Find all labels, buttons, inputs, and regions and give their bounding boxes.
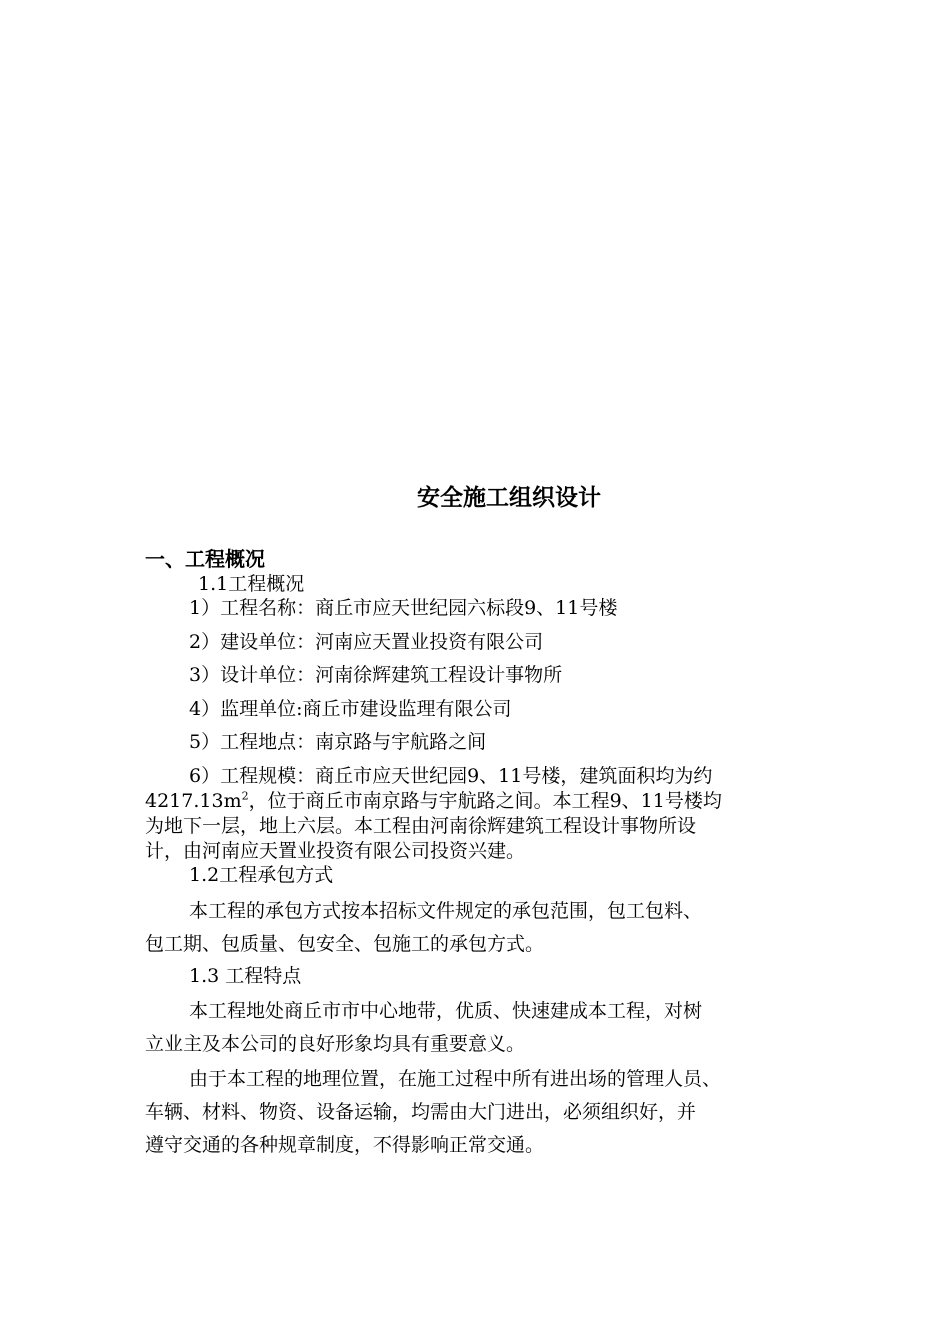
scale-line-2-rest: ，位于商丘市南京路与宇航路之间。本工程9、11号楼均 <box>248 790 722 812</box>
project-item-builder: 2）建设单位：河南应天置业投资有限公司 <box>189 631 544 653</box>
subsection-heading-1-1: 1.1工程概况 <box>198 573 305 595</box>
features-p2-line-3: 遵守交通的各种规章制度，不得影响正常交通。 <box>145 1134 545 1156</box>
project-item-supervisor: 4）监理单位:商丘市建设监理有限公司 <box>189 698 512 720</box>
project-scale-paragraph <box>145 764 815 864</box>
scale-area-superscript: 2 <box>241 789 249 803</box>
features-paragraph-2 <box>145 1063 815 1162</box>
scale-line-3: 为地下一层，地上六层。本工程由河南徐辉建筑工程设计事物所设 <box>145 815 697 837</box>
subsection-heading-1-2: 1.2工程承包方式 <box>189 864 334 886</box>
features-p2-line-1: 由于本工程的地理位置，在施工过程中所有进出场的管理人员、 <box>189 1068 722 1090</box>
contract-paragraph <box>145 895 815 961</box>
contract-line-1: 本工程的承包方式按本招标文件规定的承包范围，包工包料、 <box>189 900 703 922</box>
features-p2-line-2: 车辆、材料、物资、设备运输，均需由大门进出，必须组织好，并 <box>145 1101 697 1123</box>
document-title: 安全施工组织设计 <box>417 485 601 511</box>
scale-area-value: 4217.13m <box>145 790 242 812</box>
project-item-name: 1）工程名称：商丘市应天世纪园六标段9、11号楼 <box>189 597 618 619</box>
features-p1-line-1: 本工程地处商丘市市中心地带，优质、快速建成本工程，对树 <box>189 1000 703 1022</box>
scale-line-4: 计，由河南应天置业投资有限公司投资兴建。 <box>145 840 526 862</box>
project-item-location: 5）工程地点：南京路与宇航路之间 <box>189 731 487 753</box>
features-p1-line-2: 立业主及本公司的良好形象均具有重要意义。 <box>145 1033 526 1055</box>
contract-line-2: 包工期、包质量、包安全、包施工的承包方式。 <box>145 933 545 955</box>
project-item-designer: 3）设计单位：河南徐辉建筑工程设计事物所 <box>189 664 563 686</box>
features-paragraph-1 <box>145 995 815 1061</box>
scale-line-2 <box>145 789 815 814</box>
subsection-heading-1-3: 1.3 工程特点 <box>189 965 302 987</box>
scale-line-1: 6）工程规模：商丘市应天世纪园9、11号楼，建筑面积均为约 <box>189 765 713 787</box>
section-heading-overview: 一、工程概况 <box>145 547 265 571</box>
